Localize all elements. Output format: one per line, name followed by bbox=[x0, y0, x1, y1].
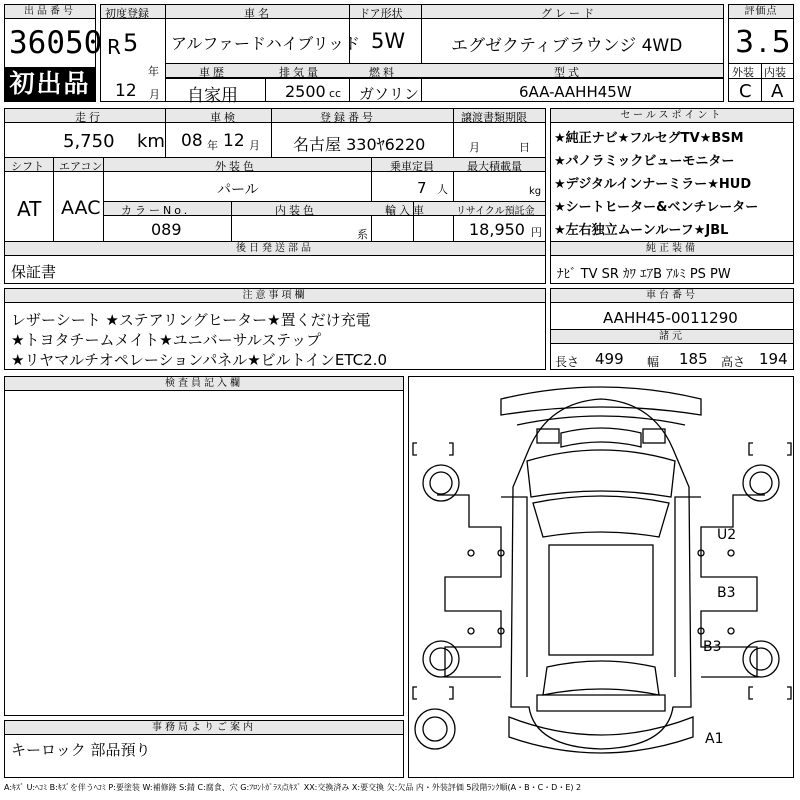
damage-mark-u2: U2 bbox=[717, 527, 737, 543]
model-value: 6AA-AAHH45W bbox=[519, 83, 632, 101]
recycle-value: 18,950 bbox=[469, 220, 525, 239]
notes-box bbox=[4, 288, 546, 370]
exterior-grade-label: 外装 bbox=[732, 66, 754, 79]
first-reg-year: 5 bbox=[123, 29, 139, 57]
transfer-month-unit: 月 bbox=[469, 141, 480, 154]
first-reg-year-unit: 年 bbox=[148, 65, 159, 78]
aircon-value: AAC bbox=[61, 197, 101, 219]
lot-number: 36050 bbox=[9, 25, 103, 61]
color-no-value: 089 bbox=[151, 220, 182, 239]
mileage-value: 5,750 bbox=[63, 131, 115, 152]
displacement-value: 2500 bbox=[285, 82, 326, 101]
legend-text: A:ｷｽﾞ U:ﾍｺﾐ B:ｷｽﾞを伴うﾍｺﾐ P:要塗装 W:補修跡 S:錆 C:腐食、穴 G:ﾌﾛﾝﾄｶﾞﾗｽ点ｷｽﾞ XX:交換済み X:要交換 欠:欠品 内・外装評価 5段階ﾗﾝｸ順(A・B・C・D・E) 2 bbox=[4, 783, 582, 792]
notes-line: ★リヤマルチオペレーションパネル★ビルトインETC2.0 bbox=[11, 351, 387, 369]
door-value: 5W bbox=[371, 29, 406, 53]
dimensions-label: 諸元 bbox=[551, 330, 793, 344]
grade-value: エグゼクティブラウンジ 4WD bbox=[451, 36, 683, 56]
chassis-box bbox=[550, 288, 794, 370]
sales-point-line: ★左右独立ムーンルーフ★JBL bbox=[554, 223, 729, 238]
first-reg-label: 初度登録 bbox=[105, 7, 149, 20]
office-value: キーロック 部品預り bbox=[11, 741, 151, 759]
car-name-value: アルファードハイブリッド bbox=[171, 34, 360, 53]
recycle-label: リサイクル預託金 bbox=[456, 206, 535, 217]
car-diagram-box bbox=[408, 376, 794, 778]
interior-color-unit: 系 bbox=[357, 228, 368, 241]
fuel-value: ガソリン bbox=[359, 85, 420, 103]
aircon-label: エアコン bbox=[59, 160, 103, 173]
sales-points-box bbox=[550, 108, 794, 284]
interior-color-label: 内装色 bbox=[275, 204, 317, 217]
sales-point-line: ★デジタルインナーミラー★HUD bbox=[554, 177, 752, 192]
sales-point-line: ★パノラミックビューモニター bbox=[554, 154, 735, 169]
damage-mark-b3: B3 bbox=[703, 639, 722, 655]
first-reg-month: 12 bbox=[115, 81, 137, 101]
chassis-value: AAHH45-0011290 bbox=[603, 309, 738, 327]
length-value: 499 bbox=[595, 350, 624, 368]
notes-label: 注意事項欄 bbox=[5, 289, 545, 303]
lot-box bbox=[4, 4, 103, 102]
first-reg-era: R bbox=[107, 35, 121, 59]
header-row-1 bbox=[101, 5, 723, 19]
score-box bbox=[728, 4, 794, 102]
vehicle-info-box bbox=[100, 4, 724, 106]
exterior-color-label: 外装色 bbox=[215, 160, 257, 173]
first-reg-month-unit: 月 bbox=[149, 88, 160, 101]
sales-points-label: セールスポイント bbox=[551, 109, 793, 123]
sales-point-line: ★シートヒーター&ベンチレーター bbox=[554, 200, 759, 215]
displacement-unit: cc bbox=[329, 87, 342, 100]
inspection-month-unit: 月 bbox=[249, 139, 260, 152]
history-label: 車歴 bbox=[199, 66, 227, 79]
displacement-label: 排気量 bbox=[279, 66, 321, 79]
height-label: 高さ bbox=[721, 355, 746, 369]
notes-line: レザーシート ★ステアリングヒーター★置くだけ充電 bbox=[11, 311, 371, 329]
fuel-label: 燃料 bbox=[369, 66, 397, 79]
score-value: 3.5 bbox=[735, 25, 795, 60]
import-label: 輸入車 bbox=[385, 204, 427, 217]
exterior-grade-value: C bbox=[739, 81, 752, 102]
equipment-value: ﾅﾋﾞ TV SR ｶﾜ ｴｱB ｱﾙﾐ PS PW bbox=[557, 267, 731, 282]
inspection-year: 08 bbox=[181, 131, 203, 151]
damage-mark-a1: A1 bbox=[705, 731, 724, 747]
width-label: 幅 bbox=[647, 355, 660, 369]
exterior-color-value: パール bbox=[217, 182, 259, 198]
transfer-deadline-label: 譲渡書類期限 bbox=[461, 111, 527, 124]
later-parts-label: 後日発送部品 bbox=[5, 242, 545, 256]
capacity-value: 7 bbox=[417, 179, 427, 197]
history-value: 自家用 bbox=[187, 86, 238, 106]
car-name-label: 車名 bbox=[244, 7, 272, 20]
length-label: 長さ bbox=[555, 355, 580, 369]
office-label: 事務局よりご案内 bbox=[5, 721, 403, 735]
notes-line: ★トヨタチームメイト★ユニバーサルステップ bbox=[11, 331, 322, 349]
damage-mark-b3: B3 bbox=[717, 585, 736, 601]
inspector-label: 検査員記入欄 bbox=[5, 377, 403, 391]
grade-label: グレード bbox=[541, 7, 597, 20]
mileage-unit: km bbox=[137, 131, 165, 152]
max-load-unit: kg bbox=[529, 186, 542, 197]
header-row-2 bbox=[166, 64, 723, 78]
later-parts-value: 保証書 bbox=[11, 263, 57, 281]
sales-point-line: ★純正ナビ★フルセグTV★BSM bbox=[554, 131, 744, 146]
shift-label: シフト bbox=[11, 160, 44, 173]
max-load-label: 最大積載量 bbox=[467, 160, 522, 173]
capacity-label: 乗車定員 bbox=[390, 160, 434, 173]
office-box bbox=[4, 720, 404, 778]
interior-grade-value: A bbox=[771, 81, 784, 102]
first-listing-badge: 初出品 bbox=[5, 67, 95, 101]
transfer-day-unit: 日 bbox=[519, 141, 530, 154]
score-label: 評価点 bbox=[729, 5, 793, 19]
chassis-label: 車台番号 bbox=[551, 289, 793, 303]
inspector-box bbox=[4, 376, 404, 716]
inspection-year-unit: 年 bbox=[207, 139, 218, 152]
model-label: 型式 bbox=[554, 66, 582, 79]
shift-value: AT bbox=[17, 197, 42, 221]
inspection-label: 車検 bbox=[210, 111, 238, 124]
width-value: 185 bbox=[679, 350, 708, 368]
car-diagram bbox=[409, 377, 793, 777]
plate-label: 登録番号 bbox=[320, 111, 376, 124]
lot-label: 出品番号 bbox=[5, 5, 95, 19]
equipment-label: 純正装備 bbox=[551, 242, 793, 256]
recycle-unit: 円 bbox=[531, 226, 542, 239]
height-value: 194 bbox=[759, 350, 788, 368]
capacity-unit: 人 bbox=[437, 183, 448, 196]
color-no-label: カラーNo. bbox=[121, 204, 191, 217]
detail-box bbox=[4, 108, 546, 284]
interior-grade-label: 内装 bbox=[764, 66, 786, 79]
plate-value: 名古屋 330ﾔ6220 bbox=[293, 135, 426, 154]
mileage-label: 走行 bbox=[75, 111, 103, 124]
door-label: ドア形状 bbox=[359, 7, 403, 20]
inspection-month: 12 bbox=[223, 131, 245, 151]
